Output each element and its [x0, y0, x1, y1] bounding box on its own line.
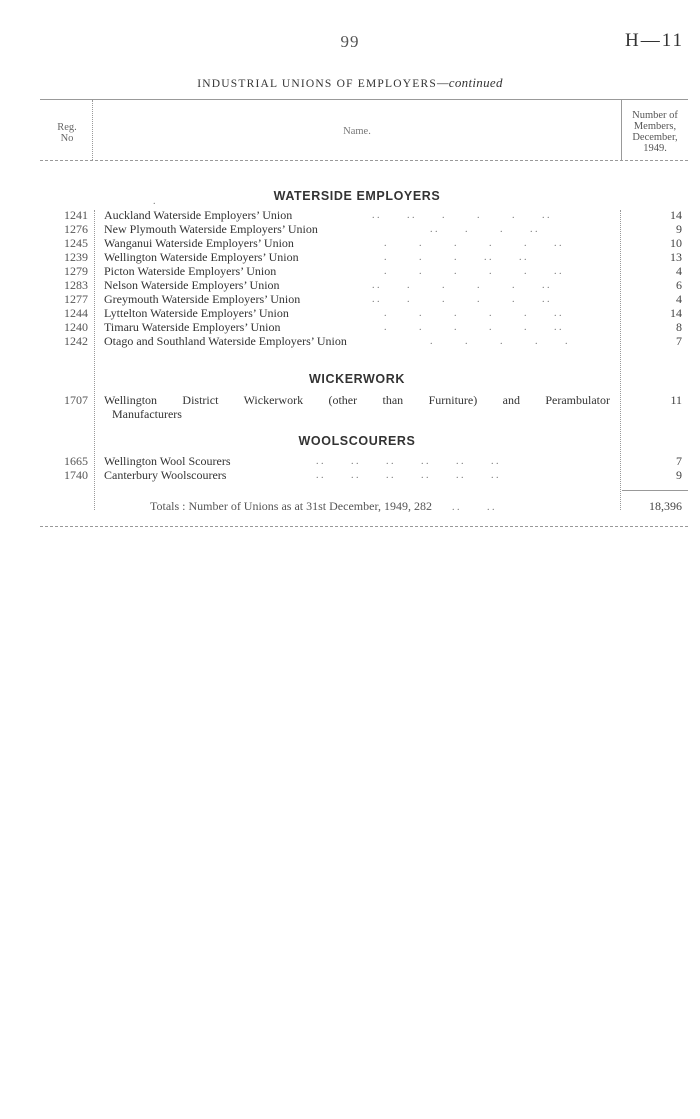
- dot-leader: . . . . . . .: [384, 252, 527, 263]
- member-count: 7: [676, 334, 682, 348]
- totals-row: [150, 499, 494, 514]
- member-count: 9: [676, 222, 682, 236]
- table-row: [0, 468, 700, 483]
- table-title-suffix: —continued: [436, 75, 503, 90]
- dot-leader: . . . . . . . .: [372, 294, 550, 305]
- reg-number: 1239: [64, 250, 88, 264]
- union-name: Wellington Wool Scourers: [104, 454, 231, 468]
- union-name: Wanganui Waterside Employers’ Union: [104, 236, 294, 250]
- reg-number: 1740: [64, 468, 88, 482]
- dot-leader: . . . . . . . .: [372, 280, 550, 291]
- union-name: Auckland Waterside Employers’ Union: [104, 208, 293, 222]
- dot-leader: . . . . . . . . . . . .: [316, 470, 499, 481]
- reg-number: 1241: [64, 208, 88, 222]
- table-row: [0, 320, 700, 335]
- members-header-line2: Members,: [633, 121, 677, 132]
- document-code: H—11: [624, 30, 684, 51]
- reg-number: 1707: [64, 393, 88, 407]
- totals-rule: [622, 490, 688, 491]
- reg-number: 1283: [64, 278, 88, 292]
- union-name: Canterbury Woolscourers: [104, 468, 227, 482]
- member-count: 14: [670, 208, 682, 222]
- table-title-text: INDUSTRIAL UNIONS OF EMPLOYERS: [197, 78, 437, 90]
- table-title: [0, 75, 700, 91]
- members-header-line1: Number of: [632, 110, 678, 121]
- dot-leader: . . . . . . . . .: [372, 210, 550, 221]
- table-row: [0, 208, 700, 223]
- dot-leader: . . . . .: [430, 336, 568, 347]
- union-name: Greymouth Waterside Employers’ Union: [104, 292, 301, 306]
- dot-leader: . . . .: [431, 502, 495, 513]
- reg-number: 1276: [64, 222, 88, 236]
- member-count: 10: [670, 236, 682, 250]
- table-row: [0, 454, 700, 469]
- table-row: [0, 264, 700, 279]
- member-count: 11: [670, 393, 682, 407]
- union-name: Timaru Waterside Employers’ Union: [104, 320, 281, 334]
- reg-number: 1665: [64, 454, 88, 468]
- page-number: 99: [340, 32, 360, 51]
- dot-leader: . . . . . . .: [384, 308, 562, 319]
- member-count: 7: [676, 454, 682, 468]
- union-name-line1: Wellington District Wickerwork (other than Furniture) and Perambulator: [104, 393, 610, 407]
- members-header-line4: 1949.: [643, 143, 667, 154]
- union-name: Wellington Waterside Employers’ Union: [104, 250, 299, 264]
- reg-number: 1242: [64, 334, 88, 348]
- member-count: 6: [676, 278, 682, 292]
- table-row: [0, 278, 700, 293]
- union-name-line2: Manufacturers: [112, 407, 182, 421]
- reg-number: 1244: [64, 306, 88, 320]
- reg-number: 1245: [64, 236, 88, 250]
- union-name: Picton Waterside Employers’ Union: [104, 264, 277, 278]
- header-bottom-rule: [40, 160, 688, 161]
- union-name: New Plymouth Waterside Employers’ Union: [104, 222, 318, 236]
- union-name: Lyttelton Waterside Employers’ Union: [104, 306, 289, 320]
- header-top-rule: [40, 99, 688, 100]
- reg-number: 1240: [64, 320, 88, 334]
- member-count: 4: [676, 292, 682, 306]
- dot-leader: . . . . . . . . . . . .: [316, 456, 499, 467]
- table-row: [0, 292, 700, 307]
- table-bottom-rule: [40, 526, 688, 527]
- table-row: [0, 222, 700, 237]
- reg-header-line2: No: [60, 133, 74, 144]
- name-header: Name.: [343, 126, 371, 137]
- table-row: [0, 250, 700, 265]
- dot-leader: . . . . . . .: [384, 238, 562, 249]
- section-heading-woolscourers: WOOLSCOURERS: [298, 434, 416, 448]
- totals-value: 18,396: [649, 499, 682, 513]
- section-heading-wickerwork: WICKERWORK: [308, 372, 406, 386]
- section-heading-waterside: WATERSIDE EMPLOYERS: [273, 189, 441, 203]
- members-header: [622, 110, 688, 154]
- members-header-line3: December,: [632, 132, 678, 143]
- totals-label: Totals : Number of Unions as at 31st December, 1949, 282: [150, 499, 432, 513]
- table-row: [0, 334, 700, 349]
- table-row: [0, 306, 700, 321]
- reg-number: 1279: [64, 264, 88, 278]
- dot-leader: . . . . . . .: [384, 266, 562, 277]
- member-count: 14: [670, 306, 682, 320]
- union-name: Otago and Southland Waterside Employers’ Union: [104, 334, 347, 348]
- reg-number: 1277: [64, 292, 88, 306]
- member-count: 4: [676, 264, 682, 278]
- stray-dot: .: [153, 196, 156, 207]
- member-count: 8: [676, 320, 682, 334]
- dot-leader: . . . . . .: [430, 224, 538, 235]
- reg-header-line1: Reg.: [57, 122, 77, 133]
- reg-no-header: [47, 122, 87, 144]
- member-count: 9: [676, 468, 682, 482]
- dot-leader: . . . . . . .: [384, 322, 562, 333]
- member-count: 13: [670, 250, 682, 264]
- table-row: [0, 236, 700, 251]
- union-name: Nelson Waterside Employers’ Union: [104, 278, 280, 292]
